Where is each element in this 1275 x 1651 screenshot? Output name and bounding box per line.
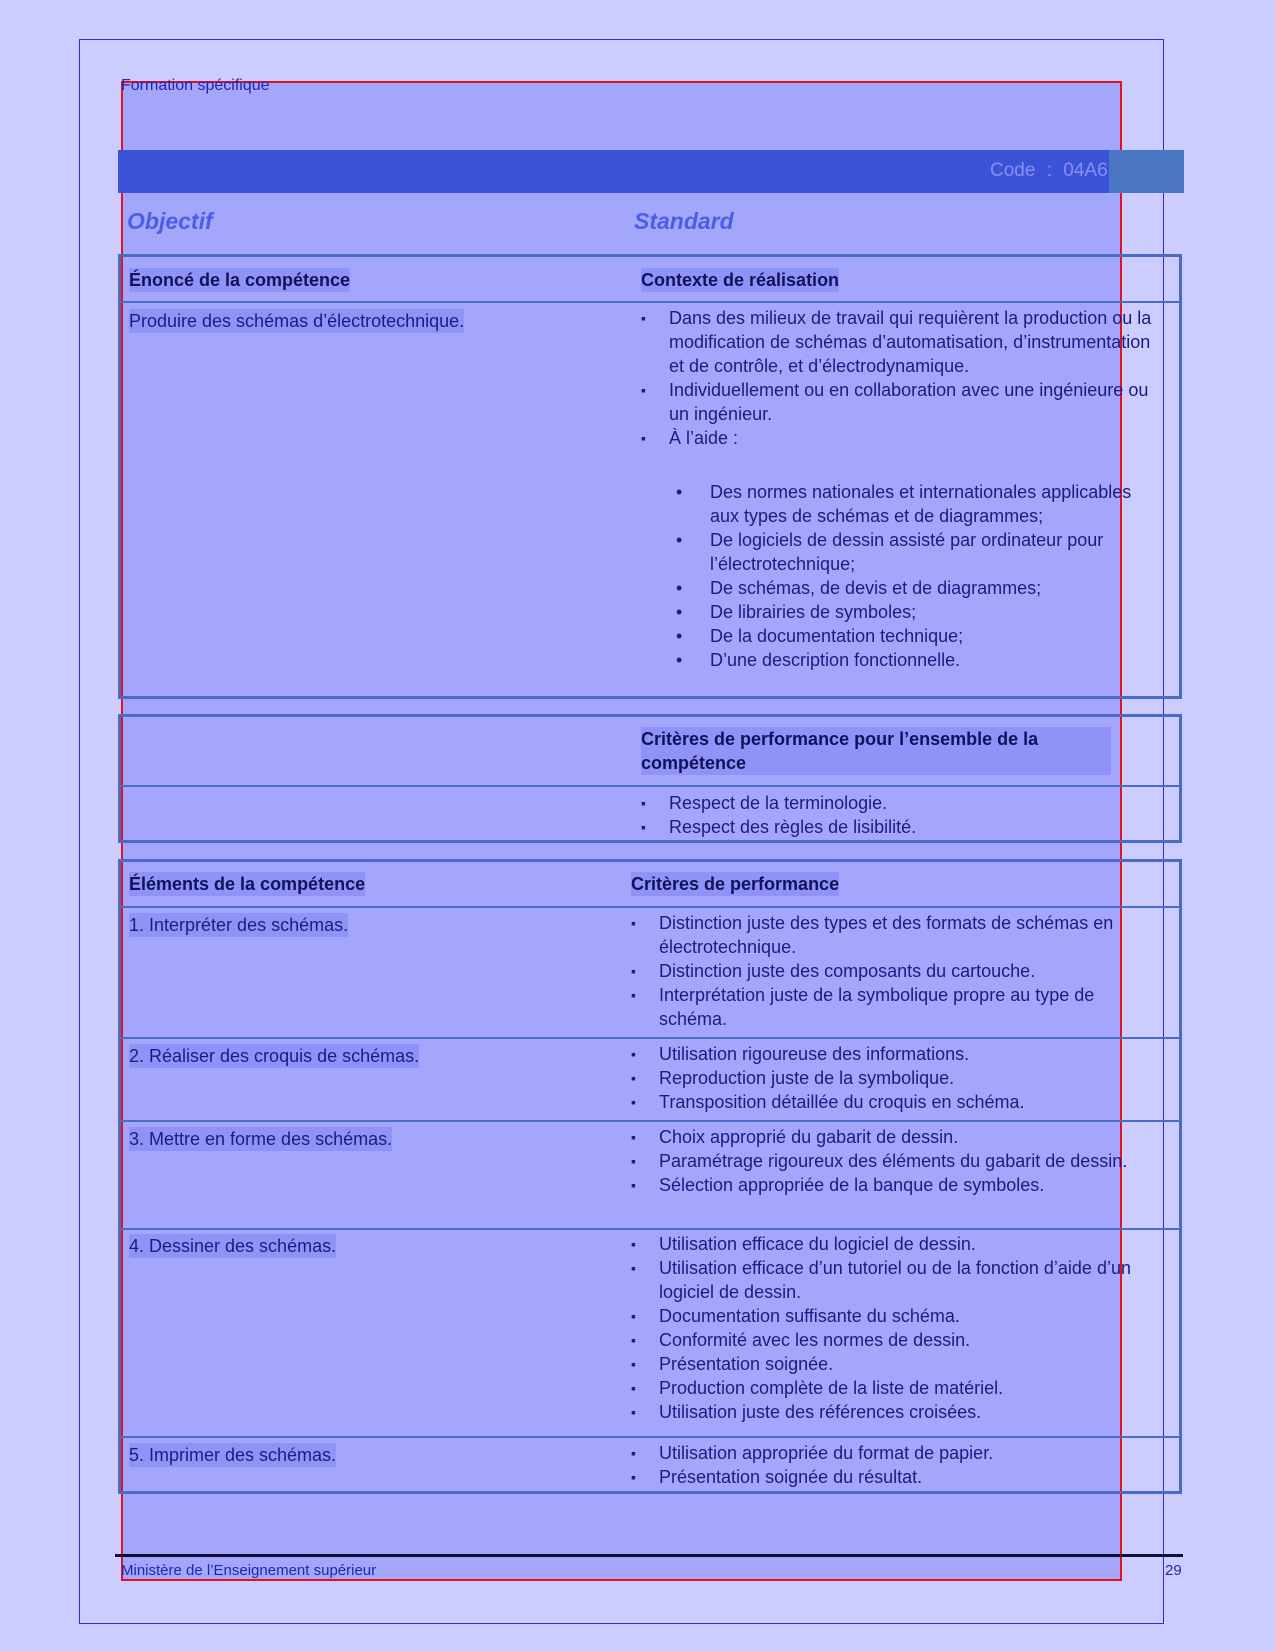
list-item: • Des normes nationales et internationales applicables aux types de schémas et de diagrammes; — [672, 480, 1160, 528]
list-item: • D’une description fonctionnelle. — [672, 648, 1160, 672]
list-item: ▪ Individuellement ou en collaboration avec une ingénieure ou un ingénieur. — [641, 378, 1161, 426]
objectif-title: Objectif — [127, 208, 213, 234]
elements-heading: Éléments de la compétence — [129, 874, 366, 894]
list-item: • De schémas, de devis et de diagrammes; — [672, 576, 1160, 600]
footer-rule — [115, 1554, 1183, 1557]
header-band-end — [1109, 150, 1184, 193]
element-2: 2. Réaliser des croquis de schémas. — [129, 1046, 420, 1066]
list-item: ▪ Présentation soignée. — [631, 1352, 1163, 1376]
list-item: ▪ Utilisation efficace d’un tutoriel ou de la fonction d’aide d’un logiciel de dessin. — [631, 1256, 1163, 1304]
list-item: ▪ Distinction juste des types et des formats de schémas en électrotechnique. — [631, 911, 1163, 959]
list-item: ▪ Utilisation appropriée du format de papier. — [631, 1441, 1163, 1465]
list-item: ▪ Dans des milieux de travail qui requièrent la production ou la modification de schémas d’automatisation, d’instrumentation et de contrôle, et d’électrodynamique. — [641, 306, 1161, 378]
list-item: ▪ Utilisation efficace du logiciel de dessin. — [631, 1232, 1163, 1256]
list-item: ▪ Conformité avec les normes de dessin. — [631, 1328, 1163, 1352]
list-item: ▪ Reproduction juste de la symbolique. — [631, 1066, 1163, 1090]
list-item: ▪ À l’aide : — [641, 426, 1161, 450]
list-item: ▪ Sélection appropriée de la banque de symboles. — [631, 1173, 1163, 1197]
list-item: • De librairies de symboles; — [672, 600, 1160, 624]
list-item: ▪ Documentation suffisante du schéma. — [631, 1304, 1163, 1328]
list-item: ▪ Utilisation rigoureuse des informations. — [631, 1042, 1163, 1066]
contexte-list — [641, 306, 1161, 450]
list-item: • De logiciels de dessin assisté par ordinateur pour l’électrotechnique; — [672, 528, 1160, 576]
enonce-heading: Énoncé de la compétence — [129, 270, 351, 290]
list-item: ▪ Présentation soignée du résultat. — [631, 1465, 1163, 1489]
footer-ministry: Ministère de l’Enseignement supérieur — [121, 1562, 377, 1579]
list-item: ▪ Utilisation juste des références croisées. — [631, 1400, 1163, 1424]
element-1: 1. Interpréter des schémas. — [129, 915, 349, 935]
element-4: 4. Dessiner des schémas. — [129, 1236, 337, 1256]
list-item: ▪ Respect des règles de lisibilité. — [641, 815, 1161, 839]
list-item: ▪ Interprétation juste de la symbolique propre au type de schéma. — [631, 983, 1163, 1031]
competence-code: Code : 04A6 — [990, 160, 1108, 181]
criteres-ensemble-heading: Critères de performance pour l’ensemble de la compétence — [641, 727, 1111, 775]
element-5: 5. Imprimer des schémas. — [129, 1445, 337, 1465]
contexte-heading: Contexte de réalisation — [641, 270, 840, 290]
list-item: • De la documentation technique; — [672, 624, 1160, 648]
element-3: 3. Mettre en forme des schémas. — [129, 1129, 393, 1149]
enonce-text: Produire des schémas d’électrotechnique. — [129, 311, 465, 331]
aides-list — [672, 480, 1160, 672]
list-item: ▪ Production complète de la liste de matériel. — [631, 1376, 1163, 1400]
criteres-list-1 — [631, 911, 1163, 1031]
list-item: ▪ Choix approprié du gabarit de dessin. — [631, 1125, 1163, 1149]
page-number: 29 — [1165, 1562, 1182, 1579]
section-header: Formation spécifique — [121, 77, 270, 94]
list-item: ▪ Distinction juste des composants du cartouche. — [631, 959, 1163, 983]
list-item: ▪ Respect de la terminologie. — [641, 791, 1161, 815]
criteres-list-4 — [631, 1232, 1163, 1424]
standard-title: Standard — [634, 208, 734, 234]
criteres-heading: Critères de performance — [631, 874, 840, 894]
criteres-ensemble-list — [641, 791, 1161, 839]
list-item: ▪ Paramétrage rigoureux des éléments du gabarit de dessin. — [631, 1149, 1163, 1173]
criteres-list-3 — [631, 1125, 1163, 1197]
criteres-list-5 — [631, 1441, 1163, 1489]
list-item: ▪ Transposition détaillée du croquis en schéma. — [631, 1090, 1163, 1114]
criteres-list-2 — [631, 1042, 1163, 1114]
